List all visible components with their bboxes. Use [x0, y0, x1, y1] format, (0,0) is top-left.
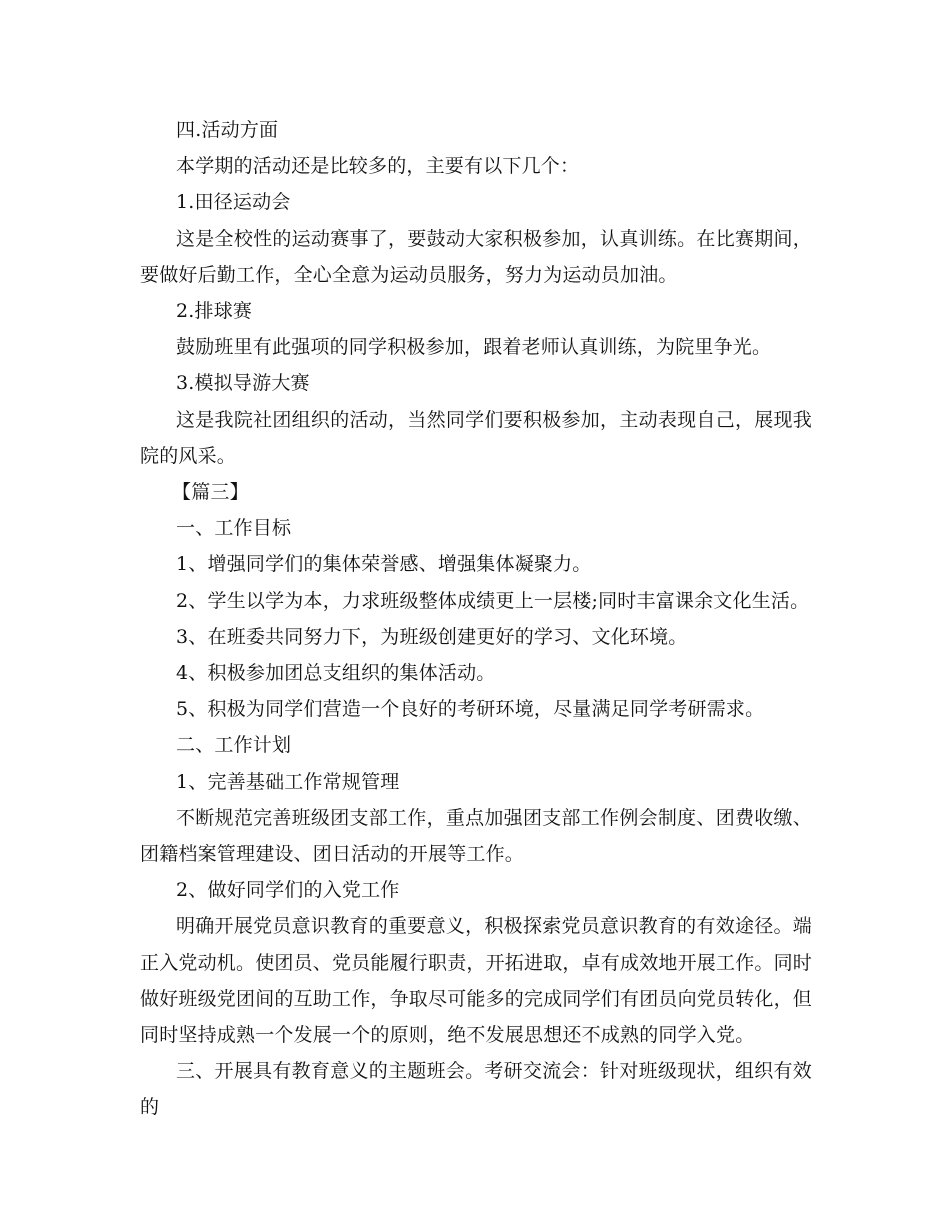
section-heading-part-three: 【篇三】 [172, 481, 249, 504]
document-body [140, 112, 812, 1126]
heading-theme-class-meeting: 三、开展具有教育意义的主题班会。考研交流会：针对班级现状，组织有效的 [140, 1060, 812, 1119]
paragraph-plan-2: 明确开展党员意识教育的重要意义，积极探索党员意识教育的有效途径。端正入党动机。使团员、党员能履行职责，开拓进取，卓有成效地开展工作。同时做好班级党团间的互助工作，争取尽可能多的完成同学们有团员向党员转化，但同时坚持成熟一个发展一个的原则，绝不发展思想还不成熟的同学入党。 [140, 915, 813, 1047]
heading-work-goals: 一、工作目标 [176, 517, 292, 540]
paragraph-volleyball: 鼓励班里有此强项的同学积极参加，跟着老师认真训练，为院里争光。 [176, 336, 772, 359]
paragraph-tour-guide-contest: 这是我院社团组织的活动，当然同学们要积极参加，主动表现自己，展现我院的风采。 [140, 408, 812, 467]
goal-item-4: 4、积极参加团总支组织的集体活动。 [176, 662, 496, 685]
goal-item-1: 1、增强同学们的集体荣誉感、增强集体凝聚力。 [176, 553, 592, 576]
goal-item-3: 3、在班委共同努力下，为班级创建更好的学习、文化环境。 [176, 625, 688, 648]
goal-item-5: 5、积极为同学们营造一个良好的考研环境，尽量满足同学考研需求。 [176, 698, 765, 721]
item-volleyball: 2.排球赛 [176, 300, 253, 323]
plan-item-2: 2、做好同学们的入党工作 [176, 879, 400, 902]
paragraph-track-meet: 这是全校性的运动赛事了，要鼓动大家积极参加，认真训练。在比赛期间，要做好后勤工作，全心全意为运动员服务，努力为运动员加油。 [140, 227, 812, 286]
goal-item-2: 2、学生以学为本，力求班级整体成绩更上一层楼;同时丰富课余文化生活。 [176, 589, 810, 612]
paragraph-plan-1: 不断规范完善班级团支部工作，重点加强团支部工作例会制度、团费收缴、团籍档案管理建设、团日活动的开展等工作。 [140, 806, 812, 866]
heading-work-plan: 二、工作计划 [176, 734, 292, 757]
heading-activities: 四.活动方面 [176, 119, 279, 141]
item-tour-guide-contest: 3.模拟导游大赛 [176, 372, 310, 395]
plan-item-1: 1、完善基础工作常规管理 [176, 770, 400, 793]
item-track-meet: 1.田径运动会 [176, 191, 291, 214]
paragraph-intro: 本学期的活动还是比较多的，主要有以下几个： [176, 155, 580, 178]
